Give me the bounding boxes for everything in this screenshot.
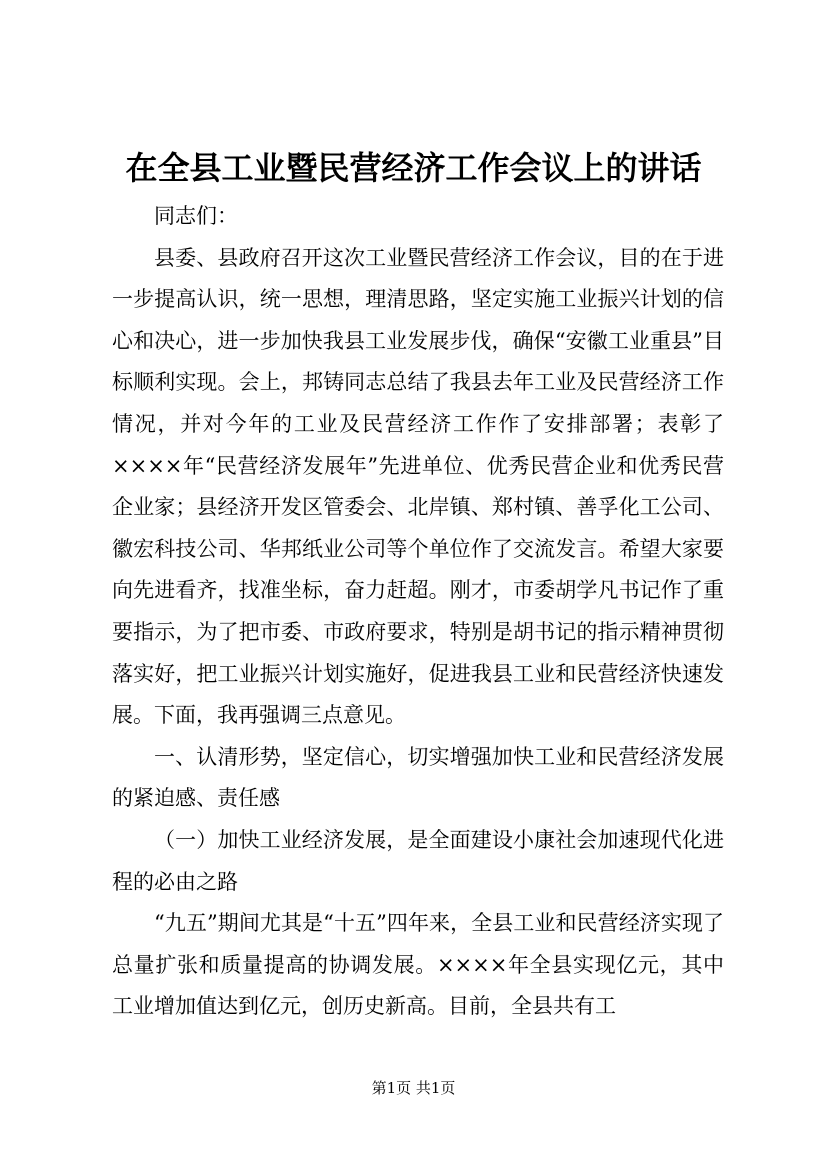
document-title: 在全县工业暨民营经济工作会议上的讲话 <box>125 149 702 187</box>
intro-paragraph: 县委、县政府召开这次工业暨民营经济工作会议，目的在于进一步提高认识，统一思想，理清思路，坚定实施工业振兴计划的信心和决心，进一步加快我县工业发展步伐，确保“安徽工业重县”目标顺利实现。会上，邦铸同志总结了我县去年工业及民营经济工作情况，并对今年的工业及民营经济工作作了安排部署；表彰了××××年“民营经济发展年”先进单位、优秀民营企业和优秀民营企业家；县经济开发区管委会、北岸镇、郑村镇、善孚化工公司、徽宏科技公司、华邦纸业公司等个单位作了交流发言。希望大家要向先进看齐，找准坐标，奋力赶超。刚才，市委胡学凡书记作了重要指示，为了把市委、市政府要求，特别是胡书记的指示精神贯彻落实好，把工业振兴计划实施好，促进我县工业和民营经济快速发展。下面，我再强调三点意见。 <box>112 245 724 728</box>
page-footer: 第1页 共1页 <box>371 1079 456 1097</box>
body-paragraph: “九五”期间尤其是“十五”四年来，全县工业和民营经济实现了总量扩张和质量提高的协调发展。××××年全县实现亿元，其中工业增加值达到亿元，创历史新高。目前，全县共有工 <box>112 911 724 1019</box>
salutation-paragraph: 同志们： <box>154 204 238 228</box>
section-heading: 一、认清形势，坚定信心，切实增强加快工业和民营经济发展的紧迫感、责任感 <box>112 744 724 811</box>
subsection-heading: （一）加快工业经济发展，是全面建设小康社会加速现代化进程的必由之路 <box>112 827 724 894</box>
document-body <box>112 196 724 1028</box>
